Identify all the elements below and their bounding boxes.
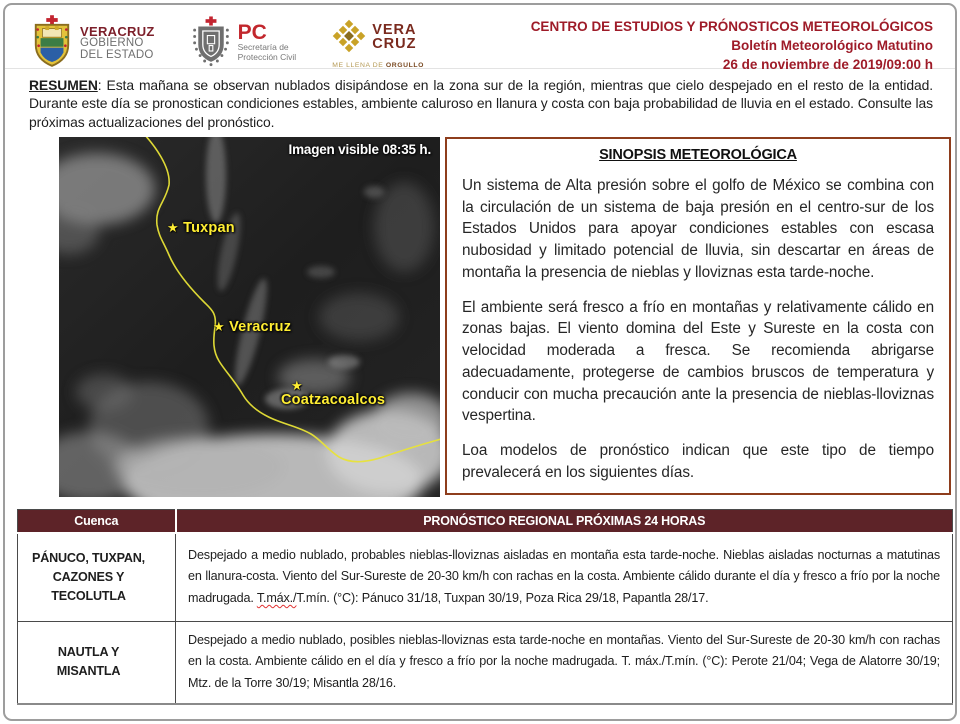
satellite-caption: Imagen visible 08:35 h. — [288, 142, 431, 158]
logo-veracruz-sub2: DEL ESTADO — [80, 49, 154, 62]
resumen-paragraph — [29, 76, 933, 131]
veracruz-coat-of-arms-icon — [31, 14, 73, 73]
spellcheck-underline: T.máx./ — [256, 591, 297, 606]
satellite-cloud-layer — [59, 137, 440, 497]
bulletin-page — [3, 3, 957, 721]
logo-row — [31, 14, 424, 73]
title-block — [531, 14, 933, 75]
bulletin-date: 26 de noviembre de 2019/09:00 h — [722, 57, 933, 73]
star-icon: ★ — [213, 320, 225, 336]
logo-proteccion-civil — [191, 15, 297, 72]
forecast-table — [17, 509, 953, 704]
cuenca-cell: PÁNUCO, TUXPAN, CAZONES Y TECOLUTLA — [18, 533, 176, 621]
page-title: CENTRO DE ESTUDIOS Y PRÓNOSTICOS METEOROLÓGICOS — [530, 19, 933, 34]
sinopsis-paragraph-1: Un sistema de Alta presión sobre el golfo de México se combina con la circulación de un sistema de baja presión en el centro-sur de los Estados Unidos para apoyar condiciones estables con escasa nubosidad y limitado potencial de lluvia, sin descartar en áreas de montaña la presencia de nieblas y lloviznas esta tarde-noche. — [462, 177, 934, 281]
logo-gobierno-veracruz — [31, 14, 155, 73]
table-row-nautla — [18, 621, 953, 703]
forecast-cell: Despejado a medio nublado, posibles nieblas-lloviznas esta tarde-noche en montañas. Viento del Sur-Sureste de 20-30 km/h con rachas en la costa. Ambiente cálido en el día y fresco a frío por la noche madrugada. T. máx./T.mín. (°C): Perote 21/04; Vega de Alatorre 30/19; Mtz. de la Torre 30/19; Misantla 28/16. — [176, 621, 953, 703]
logo-pc-sub2: Protección Civil — [237, 51, 297, 62]
marker-label: Tuxpan — [183, 220, 235, 237]
forecast-cell: Despejado a medio nublado, probables nieblas-lloviznas aisladas en montaña esta tarde-noche. Nieblas aisladas nocturnas a matutinas en llanura-costa. Viento del Sur-Sureste de 20-30 km/h con rachas en la costa. Ambiente cálido durante el día y fresco a frío por la noche madrugada. T.máx./T.mín. (°C): Pánuco 31/18, Tuxpan 30/19, Poza Rica 29/18, Papantla 28/17. — [176, 533, 953, 621]
header-pronostico: PRONÓSTICO REGIONAL PRÓXIMAS 24 HORAS — [176, 510, 953, 534]
star-icon: ★ — [167, 221, 179, 237]
orgullo-pattern-icon — [332, 19, 366, 58]
satellite-image — [59, 137, 440, 497]
logo-veracruz-name: VERACRUZ — [80, 24, 155, 40]
marker-coatzacoalcos — [281, 391, 385, 409]
marker-label: Veracruz — [229, 319, 292, 336]
logo-pc-abbr: PC — [237, 21, 267, 45]
page-subtitle: Boletín Meteorológico Matutino — [731, 38, 933, 54]
logo-veracruz-sub1: GOBIERNO — [80, 37, 144, 50]
logo-gobierno-text — [80, 25, 155, 62]
logo-veracruz-orgullo — [332, 19, 424, 69]
sinopsis-paragraph-3: Loa modelos de pronóstico indican que este tipo de tiempo prevalecerá en los siguientes días. — [462, 441, 934, 481]
resumen-text: : Esta mañana se observan nublados disipándose en la zona sur de la región, mientras que cielo despejado en el resto de la entidad. Durante este día se pronostican condiciones estables, ambiente caluroso en llanura y costa con baja probabilidad de lluvia en el estado. Consulte las próximas actualizaciones del pronóstico. — [29, 77, 933, 130]
resumen-label: RESUMEN — [29, 77, 98, 93]
logo-pc-text — [237, 21, 297, 62]
logo-pc-sub1: Secretaría de — [237, 42, 289, 53]
marker-veracruz — [213, 318, 291, 336]
logo-orgullo-name2: CRUZ — [372, 36, 417, 52]
pc-shield-icon — [191, 15, 231, 72]
sinopsis-paragraph-2: El ambiente será fresco a frío en montañas y relativamente cálido en zonas bajas. El viento domina del Este y Sureste en la costa con velocidad moderada a fresca. Se recomienda abrigarse adecuadamente, protegerse de cambios bruscos de temperatura y conducir con mucha precaución ante la presencia de nieblas-lloviznas vespertina. — [462, 298, 934, 425]
header-cuenca: Cuenca — [18, 510, 176, 534]
marker-tuxpan — [167, 219, 235, 237]
sinopsis-box — [445, 137, 951, 495]
sinopsis-title: SINOPSIS METEOROLÓGICA — [599, 147, 797, 164]
logo-orgullo-name1: VERA — [372, 22, 417, 39]
content-row — [5, 137, 955, 499]
marker-label: Coatzacoalcos — [281, 392, 386, 409]
table-row-panuco — [18, 533, 953, 621]
table-header-row — [18, 510, 953, 534]
star-icon: ★ — [291, 379, 303, 395]
header — [5, 5, 955, 73]
cuenca-cell: NAUTLA Y MISANTLA — [18, 621, 176, 703]
logo-orgullo-tagline: ME LLENA DE ORGULLO — [332, 61, 425, 69]
